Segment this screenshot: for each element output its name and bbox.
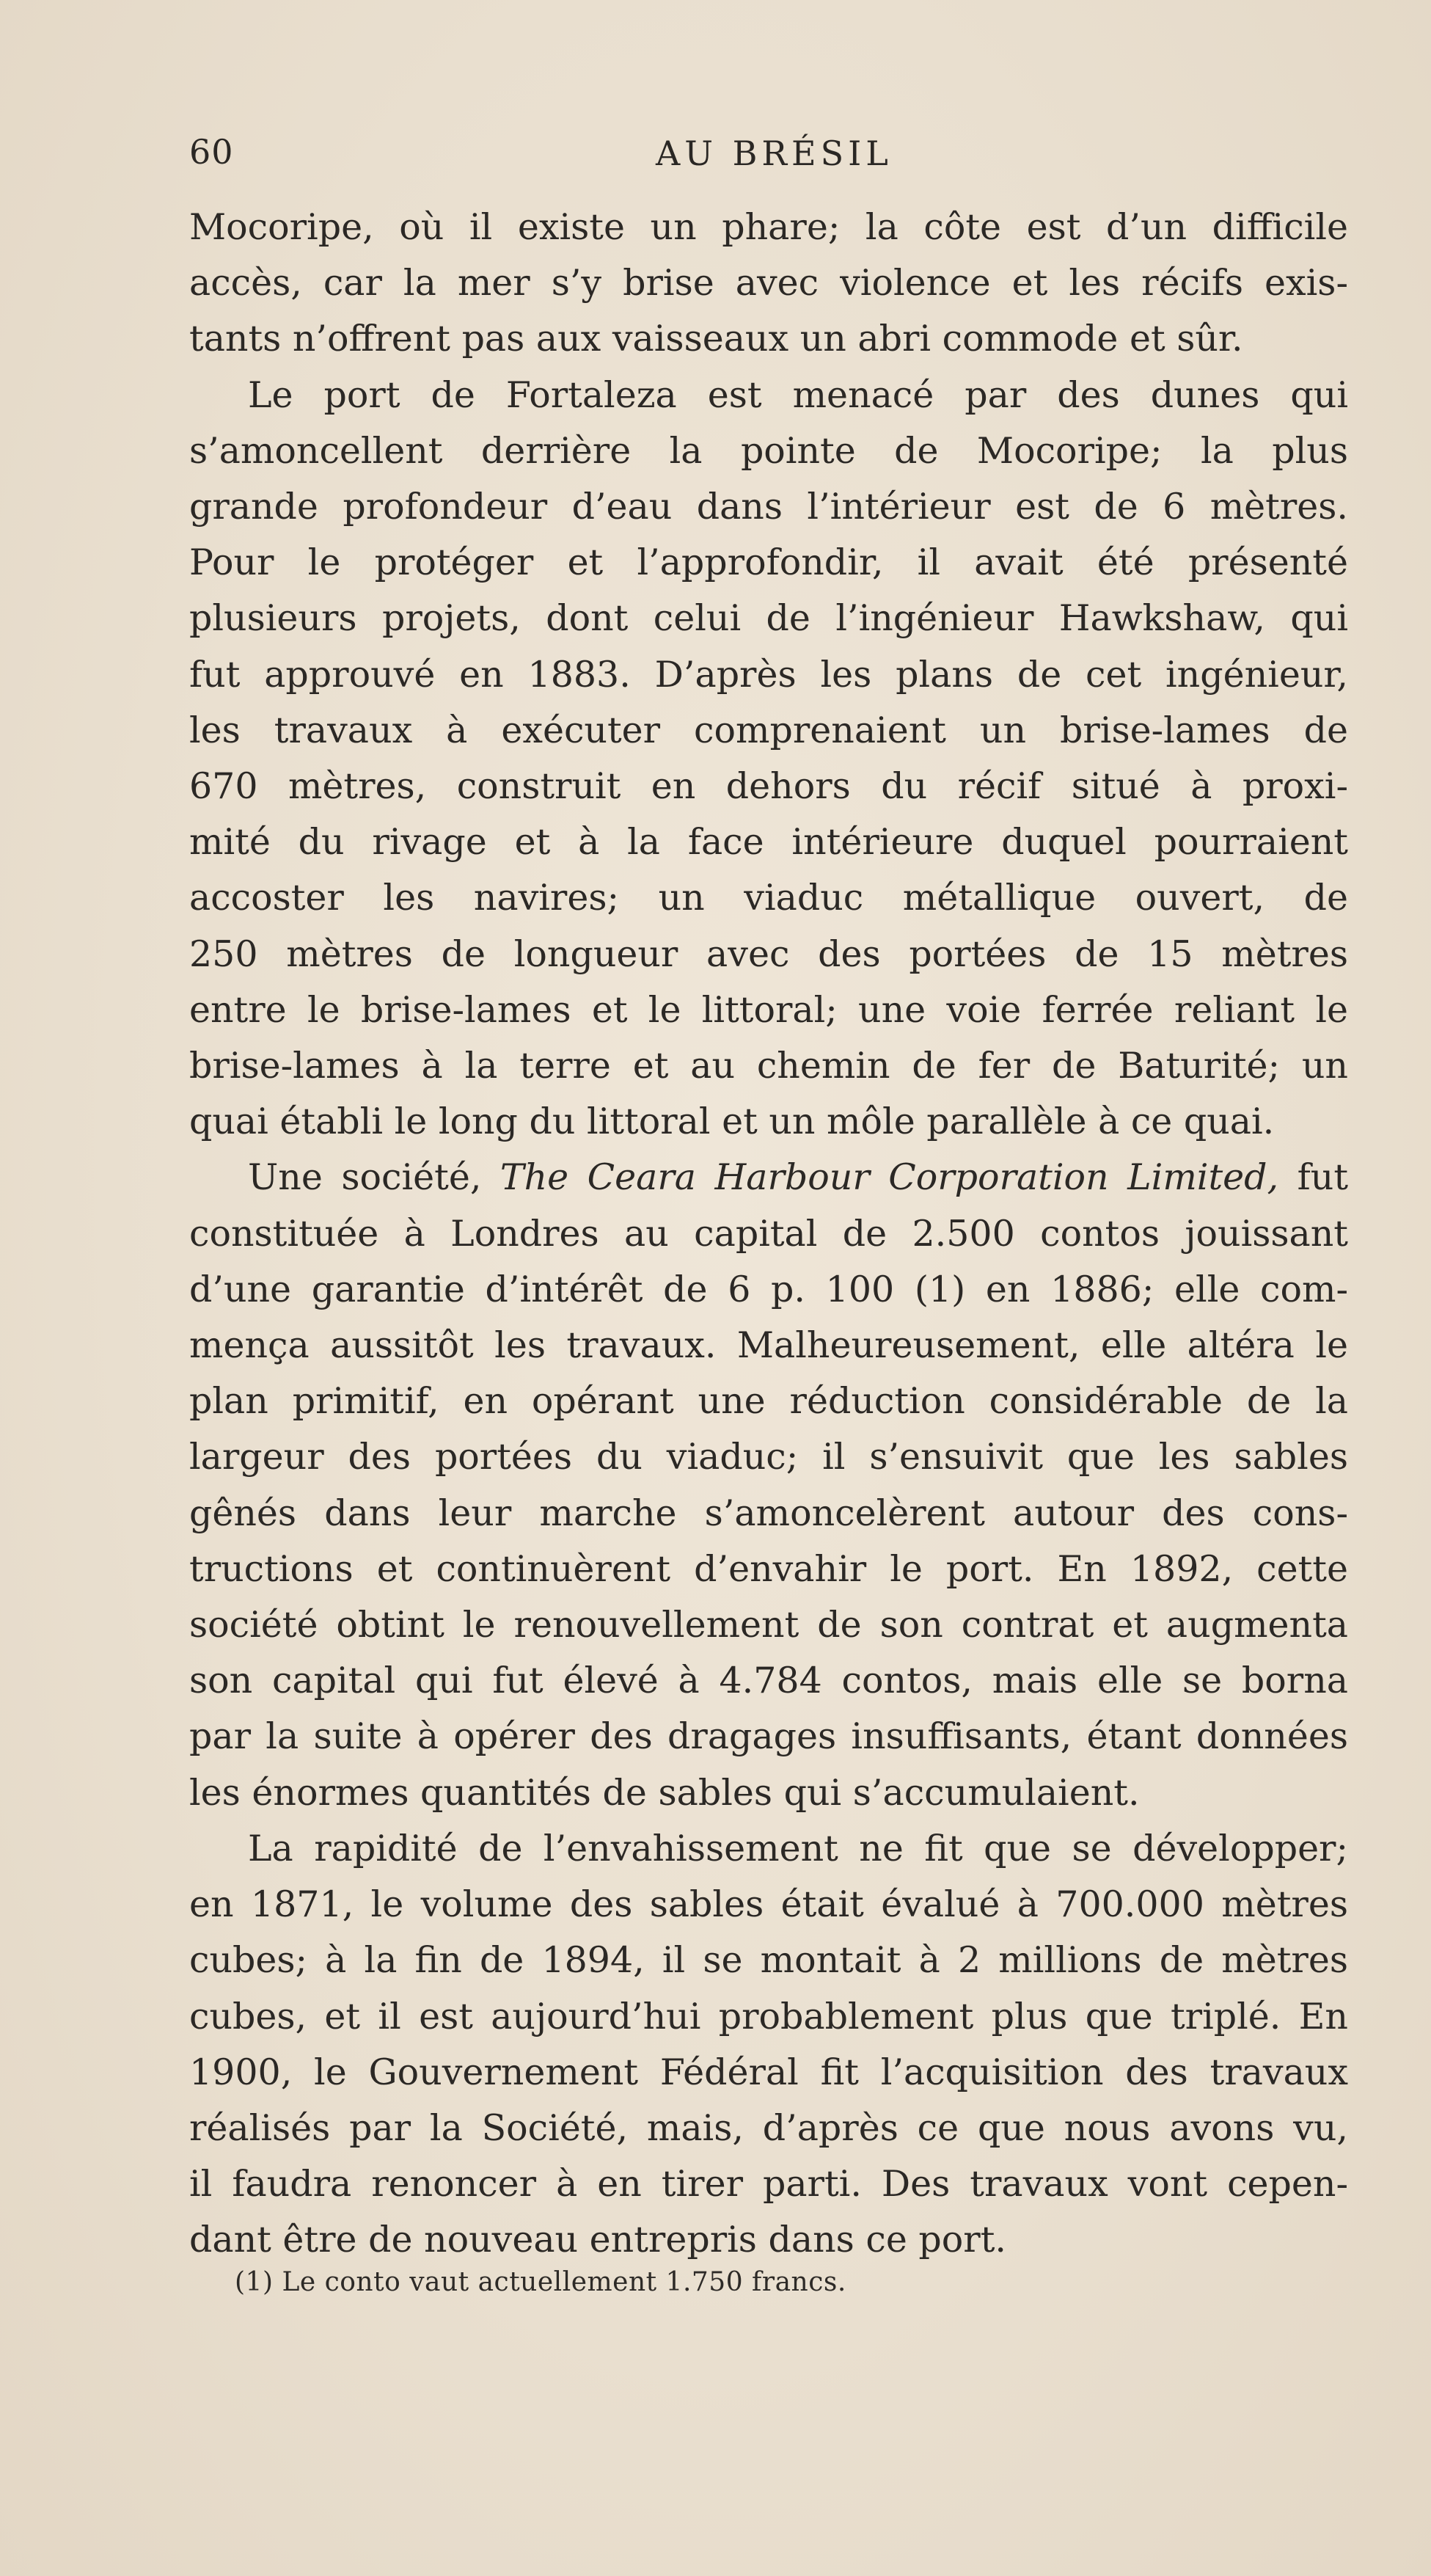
text-line: quai établi le long du littoral et un môle parallèle à ce quai. [189, 1101, 1275, 1143]
text-line: en 1871, le volume des sables était évalué à 700.000 mètres [189, 1883, 1348, 1926]
paragraph-2 [189, 368, 1348, 1150]
text-line: cubes; à la fin de 1894, il se montait à 2 millions de mètres [189, 1939, 1348, 1982]
text-line: entre le brise-lames et le littoral; une voie ferrée reliant le [189, 988, 1348, 1031]
text-line: fut approuvé en 1883. D’après les plans de cet ingénieur, [189, 653, 1348, 696]
text-line: gênés dans leur marche s’amoncelèrent autour des cons- [189, 1492, 1348, 1534]
page-header [189, 132, 1348, 176]
text-line: plan primitif, en opérant une réduction considérable de la [189, 1380, 1348, 1423]
text-line: réalisés par la Société, mais, d’après ce que nous avons vu, [189, 2106, 1348, 2149]
paragraph-4 [189, 1821, 1348, 2269]
text-line: tants n’offrent pas aux vaisseaux un abri commode et sûr. [189, 318, 1243, 360]
page-number: 60 [189, 132, 234, 172]
text-line: plusieurs projets, dont celui de l’ingénieur Hawkshaw, qui [189, 597, 1348, 640]
text-line: d’une garantie d’intérêt de 6 p. 100 (1) en 1886; elle com- [189, 1268, 1348, 1310]
text-line: il faudra renoncer à en tirer parti. Des travaux vont cepen- [189, 2163, 1348, 2205]
text-line: société obtint le renouvellement de son contrat et augmenta [189, 1604, 1348, 1646]
text-line [189, 1150, 1348, 1205]
text-line: grande profondeur d’eau dans l’intérieur est de 6 mètres. [189, 486, 1348, 528]
text-line: cubes, et il est aujourd’hui probablement plus que triplé. En [189, 1995, 1348, 2037]
text-line: accès, car la mer s’y brise avec violence et les récifs exis- [189, 262, 1348, 304]
line-text: Une société, [248, 1156, 500, 1199]
text-line: tructions et continuèrent d’envahir le port. En 1892, cette [189, 1547, 1348, 1590]
text-line: dant être de nouveau entrepris dans ce port. [189, 2219, 1006, 2261]
paragraph-3 [189, 1150, 1348, 1820]
text-line: 250 mètres de longueur avec des portées de 15 mètres [189, 933, 1348, 975]
line-text: fut [1278, 1156, 1349, 1199]
text-line: par la suite à opérer des dragages insuffisants, étant données [189, 1715, 1348, 1758]
text-line: 670 mètres, construit en dehors du récif situé à proxi- [189, 765, 1348, 808]
company-name: The Ceara Harbour Corporation Limited, [499, 1156, 1279, 1199]
text-line: mité du rivage et à la face intérieure duquel pourraient [189, 821, 1348, 864]
text-line: accoster les navires; un viaduc métallique ouvert, de [189, 877, 1348, 919]
body-text [189, 200, 1348, 2269]
text-line: mença aussitôt les travaux. Malheureusement, elle altéra le [189, 1324, 1348, 1367]
paragraph-1 [189, 200, 1348, 368]
text-line: La rapidité de l’envahissement ne fit que se développer; [248, 1827, 1348, 1869]
text-line: son capital qui fut élevé à 4.784 contos, mais elle se borna [189, 1660, 1348, 1702]
text-line: brise-lames à la terre et au chemin de fer de Baturité; un [189, 1045, 1348, 1087]
text-line: 1900, le Gouvernement Fédéral fit l’acquisition des travaux [189, 2051, 1348, 2093]
running-title: AU BRÉSIL [656, 134, 893, 173]
text-line: les énormes quantités de sables qui s’accumulaient. [189, 1771, 1140, 1814]
text-line: les travaux à exécuter comprenaient un brise-lames de [189, 709, 1348, 751]
text-line: Mocoripe, où il existe un phare; la côte est d’un difficile [189, 206, 1348, 248]
text-line: largeur des portées du viaduc; il s’ensuivit que les sables [189, 1436, 1348, 1478]
text-line: s’amoncellent derrière la pointe de Mocoripe; la plus [189, 429, 1348, 472]
text-line: Pour le protéger et l’approfondir, il avait été présenté [189, 541, 1348, 584]
text-line: constituée à Londres au capital de 2.500 contos jouissant [189, 1212, 1348, 1255]
text-line: Le port de Fortaleza est menacé par des dunes qui [248, 373, 1348, 416]
footnote: (1) Le conto vaut actuellement 1.750 francs. [235, 2267, 846, 2297]
